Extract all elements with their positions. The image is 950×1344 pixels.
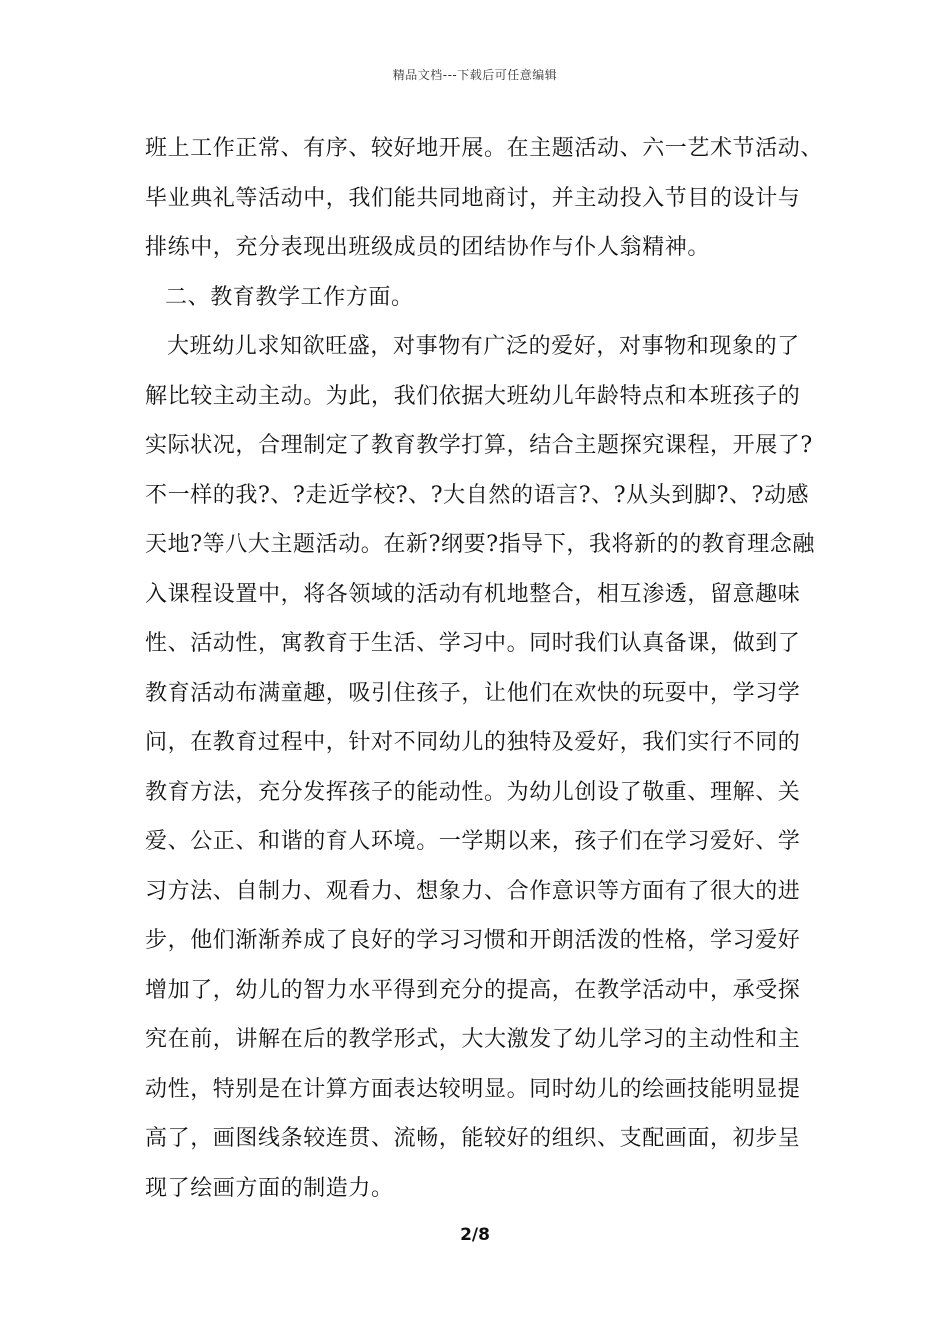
text-line: 教育方法，充分发挥孩子的能动性。为幼儿创设了敬重、理解、关 [145,779,801,805]
text-line: 入课程设置中，将各领域的活动有机地整合，相互渗透，留意趣味 [145,581,801,607]
text-line: 现了绘画方面的制造力。 [145,1175,394,1201]
text-line: 究在前，讲解在后的教学形式，大大激发了幼儿学习的主动性和主 [145,1027,801,1052]
text-line: 步，他们渐渐养成了良好的学习习惯和开朗活泼的性格，学习爱好 [145,928,801,953]
text-line: 解比较主动主动。为此，我们依据大班幼儿年龄特点和本班孩子的 [145,383,801,409]
text-line: 爱、公正、和谐的育人环境。一学期以来，孩子们在学习爱好、学 [145,829,801,854]
text-line: 不一样的我?、?走近学校?、?大自然的语言?、?从头到脚?、?动感 [145,482,810,508]
text-line: 习方法、自制力、观看力、想象力、合作意识等方面有了很大的进 [145,878,801,904]
text-line: 大班幼儿求知欲旺盛，对事物有广泛的爱好，对事物和现象的了 [167,334,800,359]
section-heading: 二、教育教学工作方面。 [165,284,414,310]
page-header: 精品文档---下载后可任意编辑 [392,68,558,82]
text-line: 班上工作正常、有序、较好地开展。在主题活动、六一艺术节活动、 [145,136,824,161]
paragraph-teaching [145,322,815,1213]
text-line: 增加了，幼儿的智力水平得到充分的提高，在教学活动中，承受探 [145,977,801,1003]
document-body [145,124,824,1213]
text-line: 实际状况，合理制定了教育教学打算，结合主题探究课程，开展了? [145,433,813,458]
text-line: 教育活动布满童趣，吸引住孩子，让他们在欢快的玩耍中，学习学 [145,680,801,706]
text-line: 问，在教育过程中，针对不同幼儿的独特及爱好，我们实行不同的 [145,730,801,755]
text-line: 动性，特别是在计算方面表达较明显。同时幼儿的绘画技能明显提 [145,1076,801,1102]
text-line: 排练中，充分表现出班级成员的团结协作与仆人翁精神。 [145,235,711,260]
page-number: 2/8 [460,1225,490,1245]
text-line: 毕业典礼等活动中，我们能共同地商讨，并主动投入节目的设计与 [145,185,801,211]
text-line: 高了，画图线条较连贯、流畅，能较好的组织、支配画面，初步呈 [145,1126,801,1151]
text-line: 天地?等八大主题活动。在新?纲要?指导下，我将新的的教育理念融 [145,532,815,557]
text-line: 性、活动性，寓教育于生活、学习中。同时我们认真备课，做到了 [145,631,801,656]
section-heading-teaching [145,273,815,323]
paragraph-class-work [145,124,824,273]
